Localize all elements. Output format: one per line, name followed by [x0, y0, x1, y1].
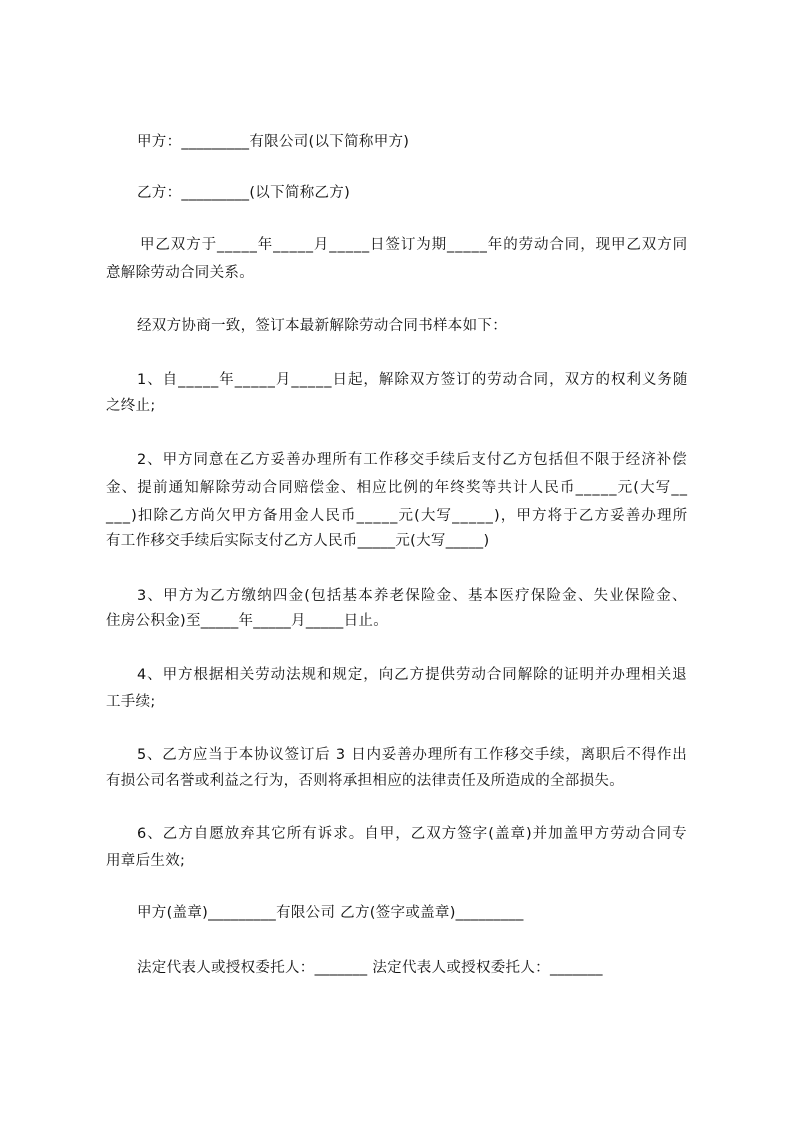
clause-5-line-2: 有损公司名誉或利益之行为，否则将承担相应的法律责任及所造成的全部损失。 — [106, 773, 624, 789]
intro-line-1: 甲乙双方于_____年_____月_____日签订为期_____年的劳动合同，现甲乙双方同 — [140, 237, 688, 253]
clause-2-line-1: 2、甲方同意在乙方妥善办理所有工作移交手续后支付乙方包括但不限于经济补偿 — [137, 452, 688, 468]
clause-1-line-2: 之终止; — [106, 398, 156, 414]
clause-3-line-2: 住房公积金)至_____年_____月_____日止。 — [106, 613, 389, 629]
agreement-line: 经双方协商一致，签订本最新解除劳动合同书样本如下： — [137, 318, 507, 334]
party-b-line: 乙方：_________(以下简称乙方) — [137, 185, 351, 201]
clause-2-line-4: 有工作移交手续后实际支付乙方人民币_____元(大写_____) — [106, 533, 490, 549]
clause-6-line-2: 用章后生效; — [106, 853, 186, 869]
clause-2-line-3: ___)扣除乙方尚欠甲方备用金人民币_____元(大写_____)，甲方将于乙方妥善办理所 — [106, 508, 689, 524]
representative-line: 法定代表人或授权委托人：_______ 法定代表人或授权委托人：_______ — [137, 960, 603, 976]
clause-4-line-1: 4、甲方根据相关劳动法规和规定，向乙方提供劳动合同解除的证明并办理相关退 — [137, 667, 688, 683]
clause-5-line-1: 5、乙方应当于本协议签订后 3 日内妥善办理所有工作移交手续，离职后不得作出 — [137, 747, 688, 763]
party-a-line: 甲方：_________有限公司(以下简称甲方) — [137, 134, 410, 150]
clause-4-line-2: 工手续; — [106, 694, 156, 710]
signature-line: 甲方(盖章)_________有限公司 乙方(签字或盖章)_________ — [137, 905, 524, 921]
clause-2-line-2: 金、提前通知解除劳动合同赔偿金、相应比例的年终奖等共计人民币_____元(大写__ — [106, 480, 689, 496]
clause-3-line-1: 3、甲方为乙方缴纳四金(包括基本养老保险金、基本医疗保险金、失业保险金、 — [137, 588, 688, 604]
clause-6-line-1: 6、乙方自愿放弃其它所有诉求。自甲，乙双方签字(盖章)并加盖甲方劳动合同专 — [137, 826, 688, 842]
clause-1-line-1: 1、自_____年_____月_____日起，解除双方签订的劳动合同，双方的权利义务随 — [137, 372, 689, 388]
intro-line-2: 意解除劳动合同关系。 — [106, 265, 254, 281]
